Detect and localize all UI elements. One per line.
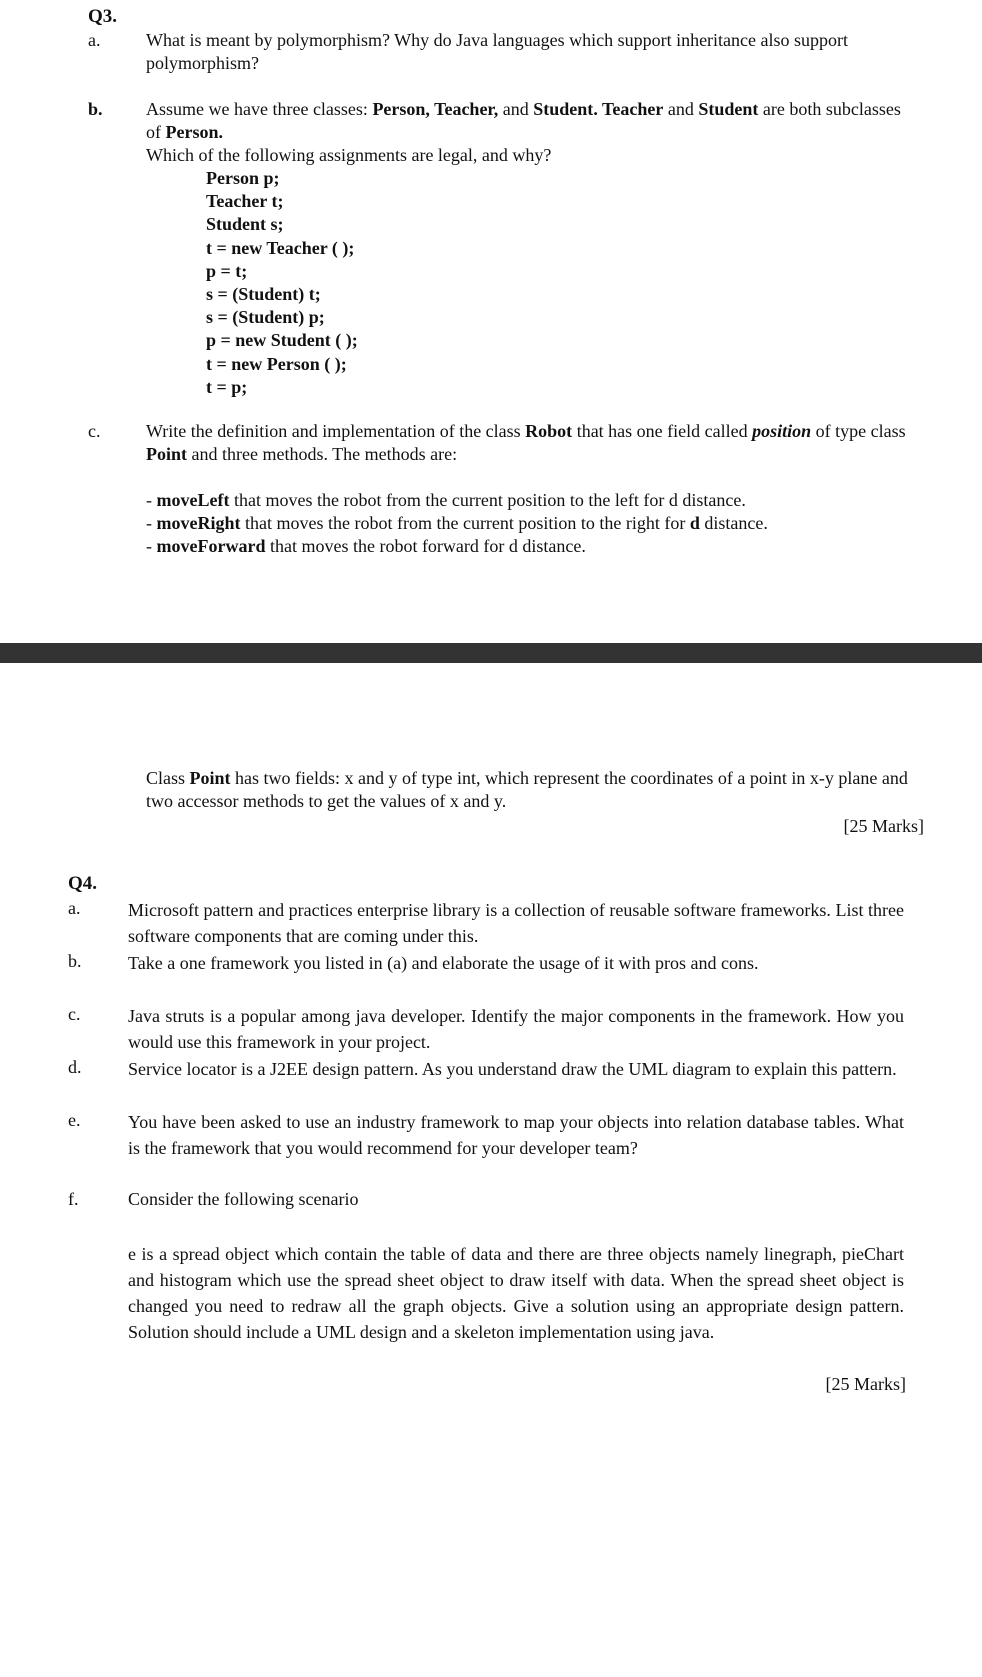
- q3b-and: and: [498, 99, 534, 119]
- q3b-student-2: Student: [698, 99, 759, 119]
- q3a-text: What is meant by polymorphism? Why do Java languages which support inheritance also support polymorphism?: [146, 30, 849, 73]
- q3c-point: Point: [146, 444, 188, 464]
- q4b-label: b.: [68, 951, 82, 971]
- method-d: d: [689, 513, 700, 533]
- method-desc: that moves the robot from the current position to the left for d distance.: [229, 490, 746, 510]
- q4f-scenario: e is a spread object which contain the table of data and there are three objects namely linegraph, pieChart and histogram which use the spread sheet object to draw itself with data. When the spread sheet object is changed you need to redraw all the graph objects. Give a solution using an appropriate design pattern. Solution should include a UML design and a skeleton implementation using java.: [128, 1244, 904, 1342]
- method-name: moveForward: [156, 536, 266, 556]
- code-line: Student s;: [206, 214, 284, 235]
- method-desc: that moves the robot from the current position to the right for: [240, 513, 690, 533]
- q3b-student: Student: [533, 99, 594, 119]
- q3b-teacher: Teacher: [602, 99, 664, 119]
- q4e-label: e.: [68, 1110, 81, 1130]
- code-line: Person p;: [206, 168, 280, 188]
- q4f-label: f.: [68, 1189, 79, 1209]
- q4b-text: Take a one framework you listed in (a) and elaborate the usage of it with pros and cons.: [128, 953, 759, 973]
- q3c-text-3: of type class: [811, 421, 906, 441]
- bullet-dash: -: [146, 490, 157, 510]
- code-line: p = new Student ( );: [206, 330, 358, 351]
- code-line: t = new Person ( );: [206, 353, 347, 374]
- q4c-label: c.: [68, 1004, 81, 1024]
- code-line: s = (Student) p;: [206, 307, 325, 328]
- q3b-person: Person.: [165, 122, 223, 142]
- q4-heading: Q4.: [68, 873, 98, 894]
- code-line: t = new Teacher ( );: [206, 237, 355, 258]
- q3b-classes: Person, Teacher,: [372, 99, 499, 119]
- method-desc: that moves the robot forward for d distance.: [265, 536, 586, 556]
- page-divider: [0, 643, 982, 663]
- method-item: [146, 512, 768, 535]
- q3c-cont-1: Class: [146, 768, 190, 788]
- q3c-text-1: Write the definition and implementation of the class: [146, 421, 526, 441]
- q3c-cont-point: Point: [189, 768, 231, 788]
- q3c-text: [146, 420, 916, 466]
- q3c-label: c.: [88, 421, 101, 441]
- q3c-point-text: [146, 767, 916, 813]
- q3b-code-block: [206, 167, 358, 399]
- q4-marks: [25 Marks]: [825, 1374, 906, 1394]
- code-line: Teacher t;: [206, 191, 284, 212]
- q3b-label: b.: [88, 99, 103, 119]
- method-item: [146, 535, 768, 558]
- q3b-intro: [146, 98, 916, 144]
- bullet-dash: -: [146, 536, 157, 556]
- code-line: t = p;: [206, 376, 248, 397]
- q4c-text: Java struts is a popular among java developer. Identify the major components in the framework. How you would use this framework in your project.: [128, 1006, 904, 1052]
- q3b-dot: .: [593, 99, 602, 119]
- q3c-text-2: that has one field called: [572, 421, 753, 441]
- q3b-both: are both subclasses of: [146, 99, 901, 142]
- q3c-text-4: and three methods. The methods are:: [187, 444, 458, 464]
- q3a-label: a.: [88, 30, 101, 50]
- q3b-question: Which of the following assignments are legal, and why?: [146, 145, 552, 165]
- bullet-dash: -: [146, 513, 157, 533]
- q3c-cont-2: has two fields: x and y of type int, which represent the coordinates of a point in x-y plane and two accessor methods to get the values of x and y.: [146, 768, 908, 811]
- q4a-text: Microsoft pattern and practices enterprise library is a collection of reusable software frameworks. List three software components that are coming under this.: [128, 900, 904, 946]
- method-desc-end: distance.: [699, 513, 768, 533]
- q4e-text: You have been asked to use an industry framework to map your objects into relation database tables. What is the framework that you would recommend for your developer team?: [128, 1112, 904, 1158]
- q4f-text: Consider the following scenario: [128, 1189, 359, 1209]
- q4a-label: a.: [68, 898, 81, 918]
- method-name: moveRight: [156, 513, 241, 533]
- q4d-label: d.: [68, 1057, 82, 1077]
- code-line: s = (Student) t;: [206, 284, 321, 305]
- method-item: [146, 489, 768, 512]
- q3b-intro-text: Assume we have three classes:: [146, 99, 373, 119]
- q3c-method-list: [146, 489, 768, 558]
- q3-marks: [25 Marks]: [843, 816, 924, 836]
- q4d-text: Service locator is a J2EE design pattern. As you understand draw the UML diagram to explain this pattern.: [128, 1059, 897, 1079]
- q3c-position: position: [752, 421, 812, 441]
- code-line: p = t;: [206, 260, 248, 281]
- q3c-robot: Robot: [525, 421, 573, 441]
- method-name: moveLeft: [156, 490, 230, 510]
- q3-heading: Q3.: [88, 6, 118, 27]
- q3b-and-2: and: [663, 99, 699, 119]
